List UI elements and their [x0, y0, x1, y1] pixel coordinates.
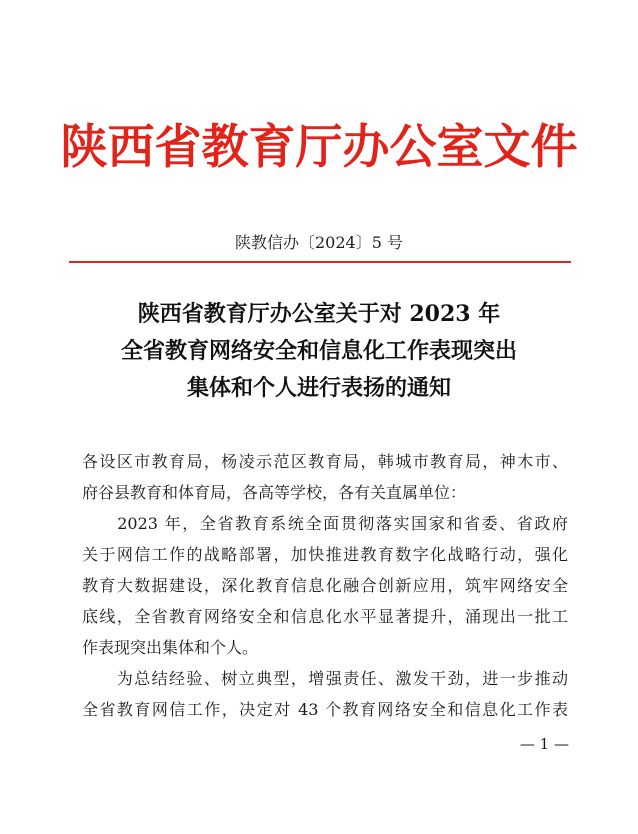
body-line-7: 作表现突出集体和个人。 [82, 638, 259, 657]
notice-title [0, 296, 638, 407]
body-line-6: 底线，全省教育网络安全和信息化水平显著提升，涌现出一批工 [82, 607, 568, 626]
header-red-rule [69, 261, 571, 263]
body-line-4: 关于网信工作的战略部署，加快推进教育数字化战略行动，强化 [82, 545, 568, 564]
notice-title-line-1: 陕西省教育厅办公室关于对 2023 年 [137, 301, 501, 327]
addressee-line-1: 各设区市教育局，杨凌示范区教育局，韩城市教育局，神木市、 [82, 452, 568, 471]
notice-title-line-2: 全省教育网络安全和信息化工作表现突出 [120, 338, 517, 364]
body-line-3: 2023 年，全省教育系统全面贯彻落实国家和省委、省政府 [82, 514, 568, 533]
notice-body [82, 446, 568, 725]
document-number: 陕教信办〔2024〕5 号 [235, 233, 403, 252]
addressee-line-2: 府谷县教育和体育局，各高等学校，各有关直属单位： [82, 483, 467, 502]
body-line-9: 全省教育网信工作，决定对 43 个教育网络安全和信息化工作表 [82, 700, 568, 719]
document-header-title: 陕西省教育厅办公室文件 [60, 120, 578, 175]
body-line-5: 教育大数据建设，深化教育信息化融合创新应用，筑牢网络安全 [82, 576, 568, 595]
body-line-8: 为总结经验、树立典型，增强责任、激发干劲，进一步推动 [82, 669, 568, 688]
notice-title-line-3: 集体和个人进行表扬的通知 [186, 375, 451, 401]
page-number: — 1 — [519, 735, 569, 753]
